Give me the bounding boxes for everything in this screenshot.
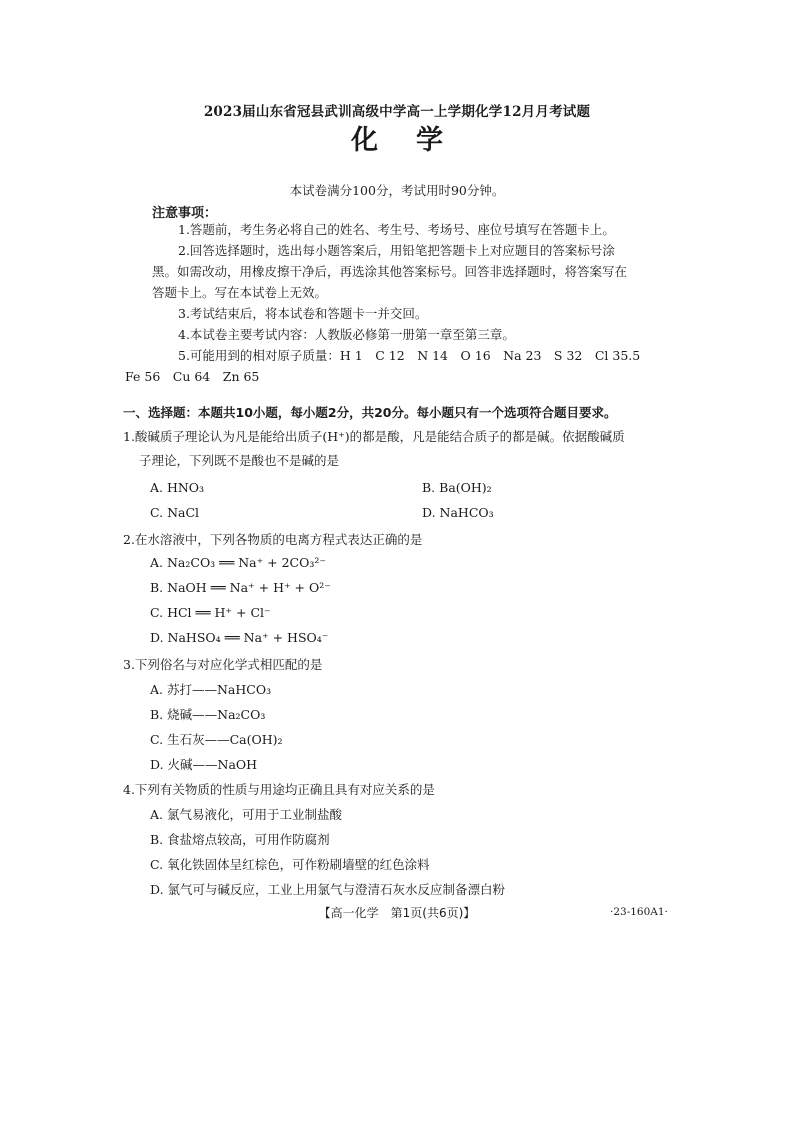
q3-option-c: C. 生石灰——Ca(OH)₂ [150, 732, 283, 747]
question-3-stem: 3.下列俗名与对应化学式相匹配的是 [123, 657, 323, 672]
subject-title: 化学 [351, 125, 481, 156]
question-2-stem: 2.在水溶液中，下列各物质的电离方程式表达正确的是 [123, 532, 423, 547]
q1-option-c: C. NaCl [150, 505, 200, 520]
note-item: 3.考试结束后，将本试卷和答题卡一并交回。 [178, 306, 428, 321]
exam-title: 2023届山东省冠县武训高级中学高一上学期化学12月月考试题 [203, 104, 591, 120]
q1-option-b: B. Ba(OH)₂ [422, 480, 492, 495]
page-footer: 【高一化学 第1页(共6页)】 [318, 906, 476, 920]
q1-option-d: D. NaHCO₃ [422, 505, 494, 520]
q4-option-b: B. 食盐熔点较高，可用作防腐剂 [150, 832, 330, 847]
q2-option-a: A. Na₂CO₃ ══ Na⁺ + 2CO₃²⁻ [150, 555, 326, 570]
note-item: 5.可能用到的相对原子质量：H 1 C 12 N 14 O 16 Na 23 S 32 Cl 35.5 [178, 348, 641, 363]
q3-option-b: B. 烧碱——Na₂CO₃ [150, 707, 266, 722]
note-item: 4.本试卷主要考试内容：人教版必修第一册第一章至第三章。 [178, 327, 515, 342]
note-item: 2.回答选择题时，选出每小题答案后，用铅笔把答题卡上对应题目的答案标号涂 [178, 243, 615, 258]
q2-option-d: D. NaHSO₄ ══ Na⁺ + HSO₄⁻ [150, 630, 329, 645]
q4-option-c: C. 氧化铁固体呈红棕色，可作粉刷墙壁的红色涂料 [150, 857, 430, 872]
question-1-stem: 1.酸碱质子理论认为凡是能给出质子(H⁺)的都是酸，凡是能结合质子的都是碱。依据酸碱质 [123, 429, 625, 444]
q2-option-c: C. HCl ══ H⁺ + Cl⁻ [150, 605, 271, 620]
note-item: 1.答题前，考生务必将自己的姓名、考生号、考场号、座位号填写在答题卡上。 [178, 222, 615, 237]
q1-option-a: A. HNO₃ [150, 480, 205, 495]
notes-list [125, 219, 652, 387]
question-1 [123, 425, 683, 473]
question-1-stem-cont: 子理论，下列既不是酸也不是碱的是 [139, 453, 340, 468]
score-line: 本试卷满分100分，考试用时90分钟。 [289, 183, 505, 198]
note-item: Fe 56 Cu 64 Zn 65 [125, 369, 260, 384]
note-item: 答题卡上。写在本试卷上无效。 [152, 285, 328, 300]
q2-option-b: B. NaOH ══ Na⁺ + H⁺ + O²⁻ [150, 580, 331, 595]
q3-option-a: A. 苏打——NaHCO₃ [150, 682, 272, 697]
note-item: 黑。如需改动，用橡皮擦干净后，再选涂其他答案标号。回答非选择题时，将答案写在 [152, 264, 628, 279]
q4-option-d: D. 氯气可与碱反应，工业上用氯气与澄清石灰水反应制备漂白粉 [150, 882, 506, 897]
paper-code: ·23-160A1· [610, 906, 668, 918]
question-4-stem: 4.下列有关物质的性质与用途均正确且具有对应关系的是 [123, 782, 435, 797]
q4-option-a: A. 氯气易液化，可用于工业制盐酸 [150, 807, 342, 822]
section-heading: 一、选择题：本题共10小题，每小题2分，共20分。每小题只有一个选项符合题目要求。 [123, 405, 617, 420]
notes-heading: 注意事项： [152, 206, 218, 221]
q3-option-d: D. 火碱——NaOH [150, 757, 258, 772]
